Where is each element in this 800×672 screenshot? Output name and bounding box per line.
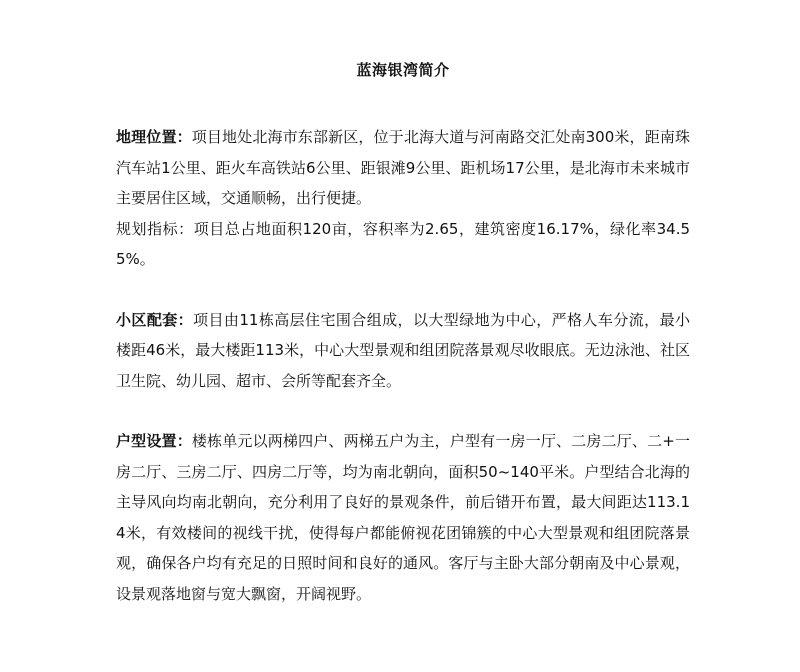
section-unit-types-label: 户型设置： — [116, 432, 192, 450]
section-location-label: 地理位置： — [116, 128, 192, 146]
section-unit-types — [116, 426, 690, 609]
section-facilities-text: 项目由11栋高层住宅围合组成，以大型绿地为中心，严格人车分流，最小楼距46米，最大楼距113米，中心大型景观和组团院落景观尽收眼底。无边泳池、社区卫生院、幼儿园、超市、会所等配套齐全。 — [116, 310, 690, 390]
section-facilities-label: 小区配套： — [116, 310, 194, 329]
section-facilities — [116, 305, 690, 397]
section-location — [116, 122, 690, 214]
document-title: 蓝海银湾简介 — [356, 61, 450, 79]
section-planning — [116, 214, 690, 275]
section-location-text: 项目地处北海市东部新区，位于北海大道与河南路交汇处南300米，距南珠汽车站1公里、距火车高铁站6公里、距银滩9公里、距机场17公里，是北海市未来城市主要居住区域，交通顺畅，出行便捷。 — [116, 128, 690, 207]
section-unit-types-text: 楼栋单元以两梯四户、两梯五户为主，户型有一房一厅、二房二厅、二+一房二厅、三房二厅、四房二厅等，均为南北朝向，面积50~140平米。户型结合北海的主导风向均南北朝向，充分利用了良好的景观条件，前后错开布置，最大间距达113.14米，有效楼间的视线干扰，使得每户都能俯视花团锦簇的中心大型景观和组团院落景观，确保各户均有充足的日照时间和良好的通风。客厅与主卧大部分朝南及中心景观，设景观落地窗与宽大飘窗，开阔视野。 — [116, 432, 690, 603]
section-planning-text: 规划指标：项目总占地面积120亩，容积率为2.65，建筑密度16.17%，绿化率34.55%。 — [116, 219, 690, 268]
